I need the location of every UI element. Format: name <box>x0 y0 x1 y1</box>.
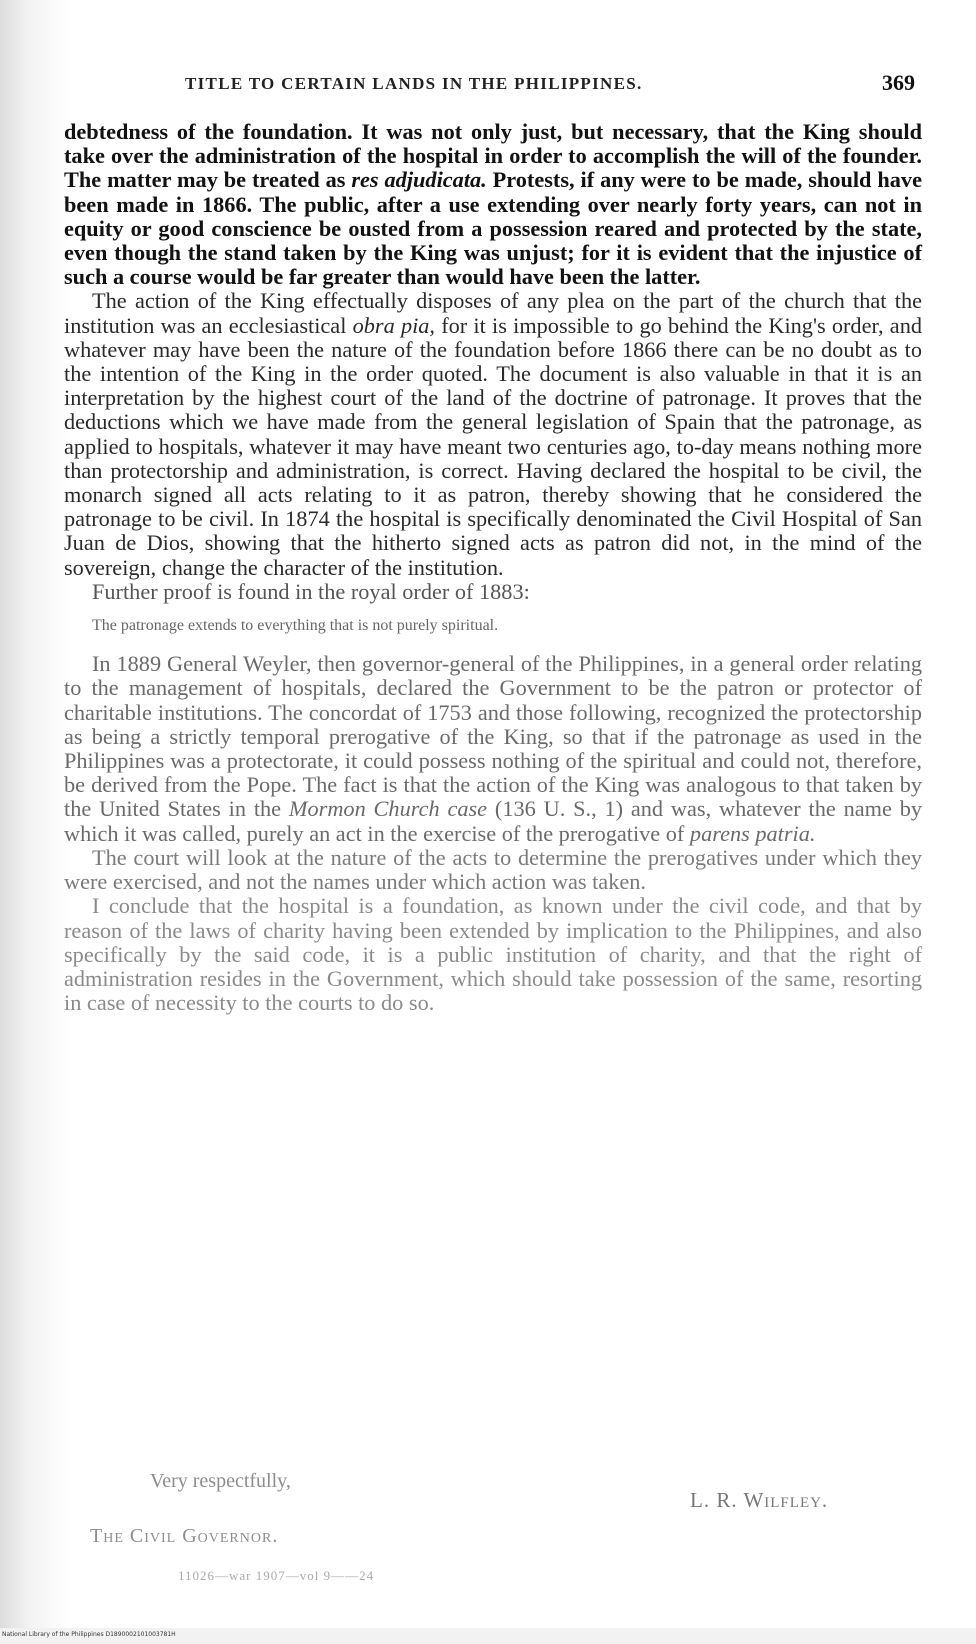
paragraph-4-text-b: (136 U. S., 1) and was, whatever the name by which it was called, purely an act in the exercise of the prerogative of <box>64 796 922 846</box>
paragraph-4 <box>64 652 922 846</box>
paragraph-2-text-a: The action of the King effectually disposes of any plea on the part of the church that the institution was an ecclesiastical <box>64 288 922 338</box>
print-line: 11026—war 1907—vol 9——24 <box>178 1568 375 1583</box>
paragraph-1-italic: res adjudicata. <box>351 167 487 193</box>
paragraph-6: I conclude that the hospital is a foundation, as known under the civil code, and that by reason of the laws of charity having been extended by implication to the Philippines, and also specifically by the said code, it is a public institution of charity, and that the right of administration resides in the Government, which should take possession of the same, resorting in case of necessity to the courts to do so. <box>64 893 922 1016</box>
running-title: TITLE TO CERTAIN LANDS IN THE PHILIPPINES. <box>185 74 643 93</box>
paragraph-5: The court will look at the nature of the acts to determine the prerogatives under which they were exercised, and not the names under which action was taken. <box>64 844 922 895</box>
paragraph-4-text-a: In 1889 General Weyler, then governor-general of the Philippines, in a general order relating to the management of hospitals, declared the Government to be the patron or protector of charitable institutions. The concordat of 1753 and those following, recognized the protectorship as being a strictly temporal prerogative of the King, so that if the patronage as used in the Philippines was a protectorate, it could possess nothing of the spiritual and could not, therefore, be derived from the Pope. The fact is that the action of the King was analogous to that taken by the United States in the <box>64 651 922 822</box>
library-footer <box>0 1628 976 1644</box>
paragraph-1-text-b: Protests, if any were to be made, should have been made in 1866. The public, after a use extending over nearly forty years, can not in equity or good conscience be ousted from a possession reared and protected by the state, even though the stand taken by the King was unjust; for it is evident that the injustice of such a course would be far greater than would have been the latter. <box>64 167 922 290</box>
page-header <box>185 70 915 100</box>
signature: L. R. Wilfley. <box>690 1488 829 1512</box>
paragraph-2-italic: obra pia, <box>352 312 436 338</box>
paragraph-4-italic-parens: parens patria. <box>689 820 816 846</box>
library-footer-text: National Library of the Philippines D1890002101003781H <box>2 1631 176 1638</box>
paragraph-1 <box>64 120 922 289</box>
paragraph-4-italic-case: Mormon Church case <box>288 796 488 822</box>
paragraph-2 <box>64 289 922 579</box>
page-number: 369 <box>882 70 915 95</box>
paragraph-1-text-a: debtedness of the foundation. It was not only just, but necessary, that the King should take over the administration of the hospital in order to accomplish the will of the founder. The matter may be treated as <box>64 119 922 193</box>
block-quote: The patronage extends to everything that is not purely spiritual. <box>92 617 499 635</box>
body-text <box>64 120 922 1015</box>
addressee: The Civil Governor. <box>90 1525 279 1547</box>
paragraph-2-text-b: for it is impossible to go behind the King's order, and whatever may have been the nature of the foundation before 1866 there can be no doubt as to the intention of the King in the order quoted. The document is also valuable in that it is an interpretation by the highest court of the land of the doctrine of patronage. It proves that the deductions which we have made from the general legislation of Spain that the patronage, as applied to hospitals, whatever it may have meant two centuries ago, to-day means nothing more than protectorship and administration, is correct. Having declared the hospital to be civil, the monarch signed all acts relating to it as patron, thereby showing that he considered the patronage to be civil. In 1874 the hospital is specifically denominated the Civil Hospital of San Juan de Dios, showing that the hitherto signed acts as patron did not, in the mind of the sovereign, change the character of the institution. <box>64 312 922 580</box>
paragraph-3: Further proof is found in the royal order of 1883: <box>92 578 530 604</box>
closing-salutation: Very respectfully, <box>150 1470 291 1492</box>
